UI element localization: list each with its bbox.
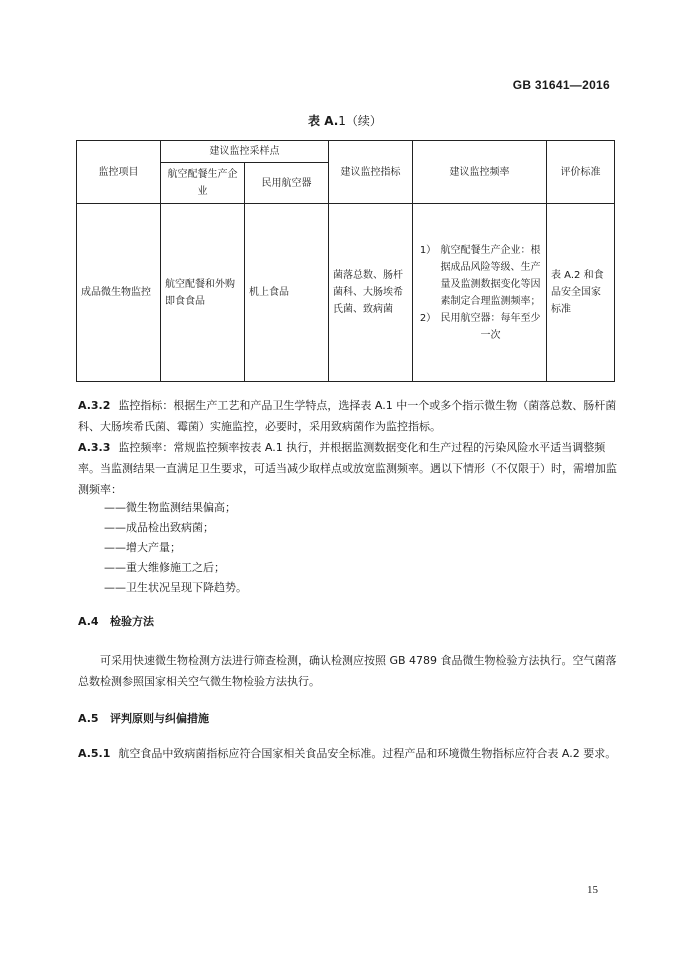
paragraph-a4: 可采用快速微生物检测方法进行筛查检测，确认检测应按照 GB 4789 食品微生物检验方法执行。空气菌落总数检测参照国家相关空气微生物检验方法执行。	[78, 654, 617, 688]
cell-criteria: 表 A.2 和食品安全国家标准	[547, 204, 615, 382]
standard-number: GB 31641—2016	[512, 78, 610, 92]
section-heading-a4	[78, 613, 154, 629]
frequency-item-1-num: 1）	[419, 244, 437, 256]
section-a5-title: 评判原则与纠偏措施	[110, 712, 209, 725]
paragraph-a33-text: 监控频率：常规监控频率按表 A.1 执行，并根据监测数据变化和生产过程的污染风险水平适当调整频率。当监测结果一直满足卫生要求，可适当减少取样点或放宽监测频率。遇以下情形（不仅限于）时，需增加监测频率：	[78, 441, 617, 496]
paragraph-a51	[78, 743, 618, 764]
header-frequency: 建议监控频率	[413, 141, 547, 204]
header-criteria: 评价标准	[547, 141, 615, 204]
list-item: ——重大维修施工之后；	[104, 561, 225, 574]
paragraph-a32	[78, 395, 618, 437]
section-a5-number: A.5	[78, 712, 99, 725]
monitoring-table	[76, 140, 615, 382]
header-sampling-b: 民用航空器	[245, 163, 329, 204]
section-heading-a5	[78, 710, 209, 726]
cell-sampling-a: 航空配餐和外购即食食品	[161, 204, 245, 382]
frequency-item-1	[417, 242, 542, 310]
cell-sampling-b: 机上食品	[245, 204, 329, 382]
paragraph-a33-label: A.3.3	[78, 441, 111, 454]
list-item: ——微生物监测结果偏高；	[104, 501, 236, 514]
page-number: 15	[587, 884, 598, 896]
header-indicator: 建议监控指标	[329, 141, 413, 204]
frequency-item-2	[417, 310, 542, 344]
cell-indicator: 菌落总数、肠杆菌科、大肠埃希氏菌、致病菌	[329, 204, 413, 382]
list-item: ——增大产量；	[104, 541, 181, 554]
table-title	[0, 112, 690, 129]
table-title-suffix: 1（续）	[338, 114, 382, 128]
table-title-label: 表 A.	[308, 114, 339, 128]
header-sampling-group: 建议监控采样点	[161, 141, 329, 163]
paragraph-a32-label: A.3.2	[78, 399, 111, 412]
paragraph-a51-text: 航空食品中致病菌指标应符合国家相关食品安全标准。过程产品和环境微生物指标应符合表 A.2 要求。	[118, 747, 617, 760]
header-item: 监控项目	[77, 141, 161, 204]
table-row	[77, 204, 615, 382]
cell-item: 成品微生物监控	[77, 204, 161, 382]
frequency-item-1-text: 航空配餐生产企业：根据成品风险等级、生产量及监测数据变化等因素制定合理监测频率；	[440, 244, 541, 307]
paragraph-a32-text: 监控指标：根据生产工艺和产品卫生学特点，选择表 A.1 中一个或多个指示微生物（菌落总数、肠杆菌科、大肠埃希氏菌、霉菌）实施监控，必要时，采用致病菌作为监控指标。	[78, 399, 617, 433]
paragraph-a51-label: A.5.1	[78, 747, 111, 760]
list-item: ——成品检出致病菌；	[104, 521, 214, 534]
section-a4-number: A.4	[78, 615, 99, 628]
paragraph-a33	[78, 437, 618, 500]
frequency-item-2-text: 民用航空器：每年至少一次	[440, 312, 541, 341]
table-header-row	[77, 141, 615, 163]
list-item: ——卫生状况呈现下降趋势。	[104, 581, 247, 594]
section-a4-title: 检验方法	[110, 615, 154, 628]
header-sampling-a: 航空配餐生产企业	[161, 163, 245, 204]
cell-frequency	[413, 204, 547, 382]
frequency-item-2-num: 2）	[419, 312, 437, 324]
